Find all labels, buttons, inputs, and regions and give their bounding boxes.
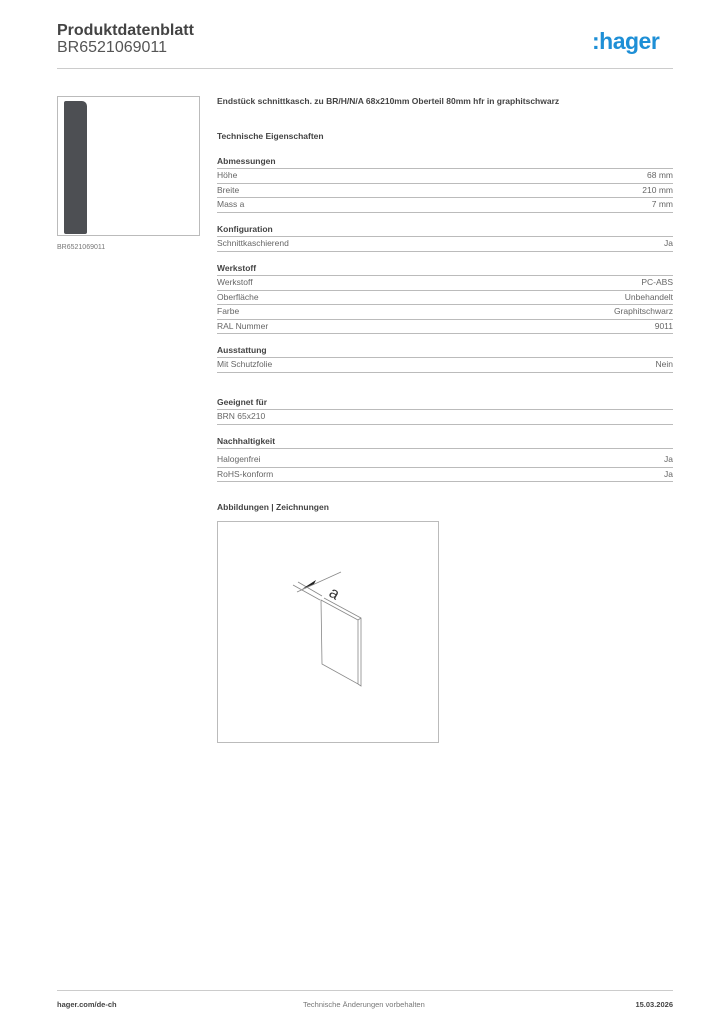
spec-value: Nein xyxy=(655,359,673,369)
technical-drawing xyxy=(217,521,439,743)
spec-label: Breite xyxy=(217,184,240,195)
spec-value: 68 mm xyxy=(647,170,673,180)
spec-row xyxy=(217,320,673,335)
spec-row xyxy=(217,410,673,425)
spec-value: Graphitschwarz xyxy=(613,306,673,317)
spec-row xyxy=(217,184,673,199)
product-image-caption: BR6521069011 xyxy=(57,244,106,251)
dimension-label: a xyxy=(326,584,343,604)
footer-note: Technische Änderungen vorbehalten xyxy=(303,1000,425,1009)
hager-logo: :hager xyxy=(592,28,660,54)
spec-value: Ja xyxy=(664,468,673,479)
spec-label: RoHS-konform xyxy=(217,468,274,479)
page-title: Produktdatenblatt xyxy=(57,22,194,39)
header-divider xyxy=(57,68,673,69)
spec-row xyxy=(217,237,673,252)
section-title: Werkstoff xyxy=(217,262,673,276)
spec-value: 210 mm xyxy=(642,184,673,195)
section-title: Ausstattung xyxy=(217,344,673,358)
spec-value: Unbehandelt xyxy=(624,291,673,302)
section-title: Nachhaltigkeit xyxy=(217,435,673,449)
section-title: Abmessungen xyxy=(217,155,673,169)
section-werkstoff xyxy=(217,262,673,334)
section-ausstattung xyxy=(217,344,673,373)
spec-row xyxy=(217,305,673,320)
spec-value: Ja xyxy=(664,454,673,464)
section-konfiguration xyxy=(217,223,673,252)
spec-value: 7 mm xyxy=(651,199,673,210)
end-cap-drawing xyxy=(218,522,438,742)
spec-label: BRN 65x210 xyxy=(217,411,266,421)
drawings-heading: Abbildungen | Zeichnungen xyxy=(217,502,329,512)
spec-label: Mass a xyxy=(217,199,245,210)
spec-row xyxy=(217,276,673,291)
spec-row xyxy=(217,291,673,306)
spec-label: Oberfläche xyxy=(217,291,259,302)
section-title: Geeignet für xyxy=(217,396,673,410)
spec-row xyxy=(217,358,673,373)
spec-row xyxy=(217,453,673,468)
footer-date: 15.03.2026 xyxy=(635,1000,673,1009)
product-code: BR6521069011 xyxy=(57,39,168,56)
spec-value: 9011 xyxy=(654,320,673,331)
section-abmessungen xyxy=(217,155,673,213)
footer-website[interactable]: hager.com/de-ch xyxy=(57,1000,117,1009)
spec-label: Schnittkaschierend xyxy=(217,238,289,248)
spec-label: Höhe xyxy=(217,170,238,180)
spec-label: Mit Schutzfolie xyxy=(217,359,273,369)
tech-heading: Technische Eigenschaften xyxy=(217,131,324,141)
product-description: Endstück schnittkasch. zu BR/H/N/A 68x210mm Oberteil 80mm hfr in graphitschwarz xyxy=(217,96,560,106)
spec-row xyxy=(217,169,673,184)
spec-value: Ja xyxy=(664,238,673,248)
product-part-shape xyxy=(64,101,87,234)
spec-label: RAL Nummer xyxy=(217,320,269,331)
spec-label: Halogenfrei xyxy=(217,454,261,464)
section-geeignet-fuer xyxy=(217,396,673,425)
spec-row xyxy=(217,468,673,483)
section-nachhaltigkeit xyxy=(217,435,673,482)
spec-label: Farbe xyxy=(217,306,240,317)
section-title: Konfiguration xyxy=(217,223,673,237)
footer-divider xyxy=(57,990,673,991)
spec-row xyxy=(217,198,673,213)
spec-value: PC-ABS xyxy=(641,277,673,287)
spec-label: Werkstoff xyxy=(217,277,253,287)
product-image xyxy=(57,96,200,236)
